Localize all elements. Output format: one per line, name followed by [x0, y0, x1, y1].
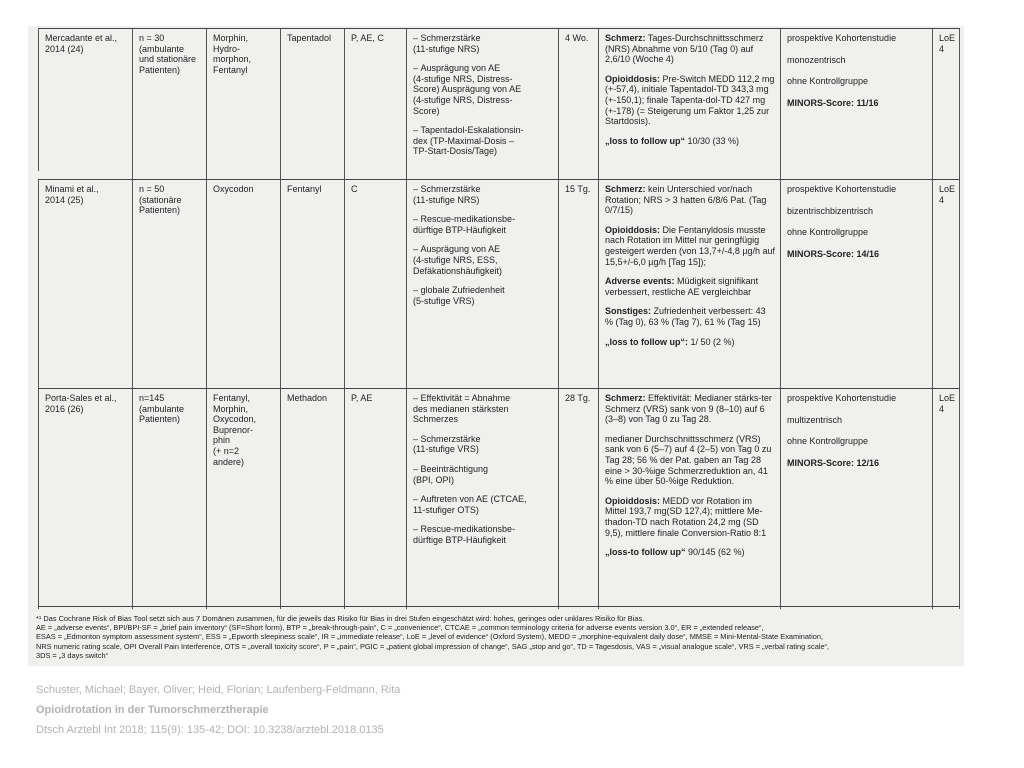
footnote-line: ESAS = „Edmonton symptom assessment system“, ESS = „Epworth sleepiness scale“, IR = „immediate release“, LoE = „level of evidence“ (Oxford System), MEDD = „morphine-equivalent daily dose“, MMSE = Mini-Mental-State Examination,	[36, 632, 823, 642]
results-cell	[598, 389, 780, 609]
patients-cell: n = 50 (stationäre Patienten)	[132, 180, 206, 389]
result-text: kein Unterschied vor/nach Rotation; NRS > 3 hatten 6/8/6 Pat. (Tag 0/7/15)	[605, 184, 769, 216]
study-cell: Mercadante et al., 2014 (24)	[38, 29, 132, 171]
duration-cell: 4 Wo.	[558, 29, 598, 180]
footnote-line: *¹ Das Cochrane Risk of Bias Tool setzt sich aus 7 Domänen zusammen, für die jeweils das Risiko für Bias in drei Stufen eingeschätzt wird: hohes, geringes oder unklares Risiko für Bias.	[36, 614, 645, 623]
study-cell: Porta-Sales et al., 2016 (26)	[38, 389, 132, 609]
minors-score: MINORS-Score: 11/16	[787, 97, 879, 108]
endpoint-item: – Ausprägung von AE (4-stufige NRS, Distress- Score) Ausprägung von AE (4-stufige NRS, Distress- Score)	[413, 63, 554, 116]
result-label: „loss-to follow up“	[605, 547, 686, 558]
result-label: Schmerz:	[605, 184, 646, 194]
result-label: Opioiddosis:	[605, 73, 660, 84]
table-row	[38, 28, 960, 180]
result-label: „loss to follow up“:	[605, 336, 688, 347]
opioid-before-cell: Fentanyl, Morphin, Oxycodon, Buprenor- phin (+ n=2 andere)	[206, 389, 280, 609]
minors-score: MINORS-Score: 12/16	[787, 457, 880, 468]
citation-source: Dtsch Arztebl Int 2018; 115(9): 135-42; DOI: 10.3238/arztebl.2018.0135	[36, 724, 384, 736]
endpoint-type-cell: P, AE	[344, 389, 406, 609]
footnote-line: 3DS = „3 days switch“	[36, 650, 109, 660]
result-text: Müdigkeit signifikant verbessert, restliche AE vergleichbar	[605, 276, 761, 297]
result-item	[605, 184, 776, 216]
results-cell	[598, 180, 780, 389]
result-label: Schmerz:	[605, 393, 646, 403]
opioid-before-cell: Oxycodon	[206, 180, 280, 389]
result-text: 10/30 (33 %)	[685, 135, 740, 146]
result-text: Effektivität: Medianer stärks-ter Schmerz (VRS) sank von 9 (8–10) auf 6 (3–8) von Tag 0 zu Tag 28.	[605, 393, 775, 425]
result-item	[605, 434, 776, 487]
result-text: Pre-Switch MEDD 112,2 mg (+-57,4), initiale Tapentadol-TD 343,3 mg (+-150,1); finale Tapenta-dol-TD 427 mg (+-178) (= Steigerung um Faktor 1,25 zur Startdosis).	[605, 73, 777, 127]
result-text: MEDD vor Rotation im Mittel 193,7 mg(SD 127,4); mittlere Me-thadon-TD nach Rotation 24,2 mg (SD 9,5), mittlere finale Conversion-Ratio 8:1	[605, 495, 767, 538]
result-text: Tages-Durchschnittsschmerz (NRS) Abnahme von 5/10 (Tag 0) auf 2,6/10 (Woche 4)	[605, 33, 766, 65]
endpoint-item: – Beeinträchtigung (BPI, OPI)	[413, 464, 554, 485]
method-item: prospektive Kohortenstudie	[787, 393, 897, 403]
study-table	[38, 28, 960, 608]
result-text: Die Fentanyldosis musste nach Rotation im Mittel nur geringfügig gesteigert werden (von 13,7+/-4,8 µg/h auf 15,5+/-6,0 µg/h [Tag 15]);	[605, 224, 778, 267]
footnote-line: AE = „adverse events“, BPI/BPI-SF = „brief pain inventory“ (SF=Short form), BTP = „break-through-pain“, C = „convenience“, CTCAE = „common terminology criteria for adverse events version 3.0“, ER = „extended release“,	[36, 623, 764, 633]
duration-cell: 28 Tg.	[558, 389, 598, 609]
footnote-line: NRS numeric rating scale, OPI Overall Pain Interference, OTS = „overall toxicity score“, P = „pain“, PGIC = „patient global impression of change“, SAG „stop and go“, TD = Tagesdosis, VAS = „visual analogue scale“, VRS = „verbal rating scale“,	[36, 641, 830, 651]
method-item: bizentrischbizentrisch	[787, 205, 874, 216]
table-row	[38, 179, 960, 389]
endpoint-item: – Rescue-medikationsbe- dürftige BTP-Häufigkeit	[413, 214, 554, 235]
patients-cell: n = 30 (ambulante und stationäre Patienten)	[132, 29, 206, 180]
method-cell	[780, 389, 932, 609]
result-label: Adverse events:	[605, 276, 675, 287]
minors-score: MINORS-Score: 14/16	[787, 248, 880, 259]
result-item	[605, 306, 776, 327]
method-item: ohne Kontrollgruppe	[787, 227, 869, 238]
endpoints-cell	[406, 389, 558, 609]
opioid-after-cell: Fentanyl	[280, 180, 344, 389]
result-label: Opioiddosis:	[605, 495, 660, 506]
result-label: Sonstiges:	[605, 306, 652, 317]
footnotes	[36, 614, 956, 660]
endpoint-item: – Auftreten von AE (CTCAE, 11-stufiger OTS)	[413, 494, 554, 515]
result-item	[605, 496, 776, 538]
endpoint-type-cell: C	[344, 180, 406, 389]
table-row	[38, 388, 960, 609]
citation	[36, 680, 400, 740]
opioid-after-cell: Methadon	[280, 389, 344, 609]
loe-cell: LoE 4	[932, 29, 960, 180]
endpoint-item: – Schmerzstärke (11-stufige NRS)	[413, 184, 554, 205]
method-item: prospektive Kohortenstudie	[787, 33, 897, 43]
method-cell	[780, 29, 932, 180]
method-item: ohne Kontrollgruppe	[787, 76, 869, 87]
result-text: medianer Durchschnittsschmerz (VRS) sank von 6 (5–7) auf 4 (2–5) von Tag 0 zu Tag 28; 56 % der Pat. gaben an Tag 28 eine > 30-%ige Schmerzreduktion an, 41 % eine über 50-%ige Reduktion.	[605, 433, 774, 487]
method-item: multizentrisch	[787, 414, 843, 425]
result-text: 90/145 (62 %)	[685, 547, 745, 558]
table-page	[28, 26, 964, 666]
endpoint-item: – Rescue-medikationsbe- dürftige BTP-Häufigkeit	[413, 524, 554, 545]
result-item	[605, 276, 776, 297]
loe-cell: LoE 4	[932, 180, 960, 389]
endpoints-cell	[406, 180, 558, 389]
citation-title: Opioidrotation in der Tumorschmerztherapie	[36, 704, 269, 716]
endpoints-cell	[406, 29, 558, 180]
result-label: Opioiddosis:	[605, 224, 660, 235]
result-item	[605, 136, 776, 147]
result-text: 1/ 50 (2 %)	[688, 336, 735, 347]
method-item: prospektive Kohortenstudie	[787, 184, 897, 194]
method-item: ohne Kontrollgruppe	[787, 436, 869, 447]
endpoint-type-cell: P, AE, C	[344, 29, 406, 180]
result-label: „loss to follow up“	[605, 135, 685, 146]
result-item	[605, 337, 776, 348]
result-label: Schmerz:	[605, 33, 646, 43]
opioid-after-cell: Tapentadol	[280, 29, 344, 180]
result-item	[605, 225, 776, 267]
duration-cell: 15 Tg.	[558, 180, 598, 389]
result-text: Zufriedenheit verbessert: 43 % (Tag 0), 63 % (Tag 7), 61 % (Tag 15)	[605, 306, 769, 327]
method-cell	[780, 180, 932, 389]
endpoint-item: – Effektivität = Abnahme des medianen stärksten Schmerzes	[413, 393, 554, 425]
loe-cell: LoE 4	[932, 389, 960, 609]
method-item: monozentrisch	[787, 54, 846, 65]
study-cell: Minami et al., 2014 (25)	[38, 180, 132, 389]
patients-cell: n=145 (ambulante Patienten)	[132, 389, 206, 609]
endpoint-item: – Schmerzstärke (11-stufige NRS)	[413, 33, 554, 54]
results-cell	[598, 29, 780, 180]
endpoint-item: – Schmerzstärke (11-stufige VRS)	[413, 434, 554, 455]
result-item	[605, 33, 776, 65]
endpoint-item: – Tapentadol-Eskalationsin- dex (TP-Maximal-Dosis – TP-Start-Dosis/Tage)	[413, 125, 554, 157]
result-item	[605, 74, 776, 127]
table-bottom-rule	[38, 606, 960, 607]
endpoint-item: – Ausprägung von AE (4-stufige NRS, ESS, Defäkationshäufigkeit)	[413, 244, 554, 276]
endpoint-item: – globale Zufriedenheit (5-stufige VRS)	[413, 285, 554, 306]
result-item	[605, 547, 776, 558]
citation-authors: Schuster, Michael; Bayer, Oliver; Heid, Florian; Laufenberg-Feldmann, Rita	[36, 684, 401, 696]
opioid-before-cell: Morphin, Hydro- morphon, Fentanyl	[206, 29, 280, 180]
result-item	[605, 393, 776, 425]
